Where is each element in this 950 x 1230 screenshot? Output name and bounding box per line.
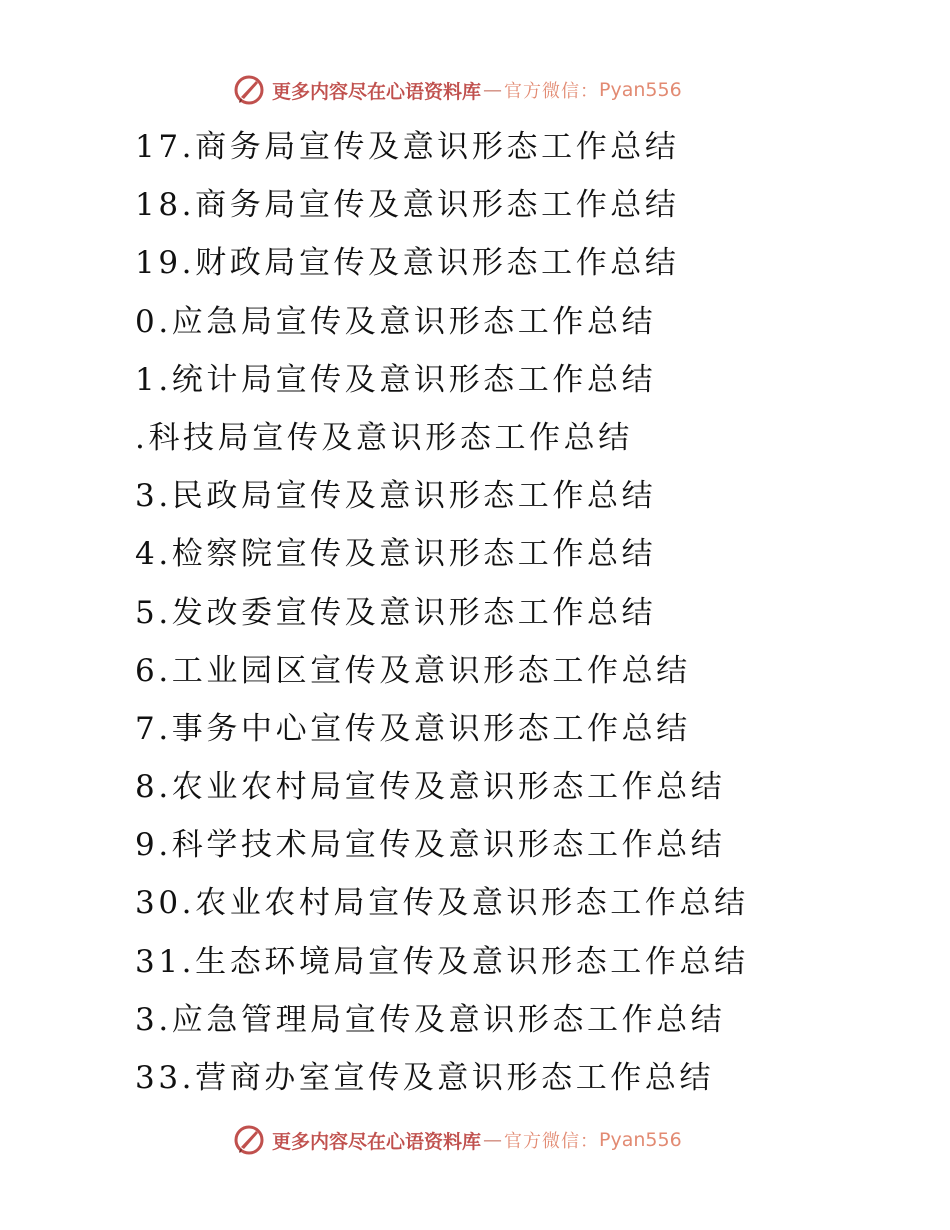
header-watermark-banner xyxy=(232,70,682,110)
list-item: 5.发改委宣传及意识形态工作总结 xyxy=(135,594,657,631)
list-item: 3.应急管理局宣传及意识形态工作总结 xyxy=(135,1001,726,1038)
list-item: 19.财政局宣传及意识形态工作总结 xyxy=(135,245,680,282)
banner-wechat-id: Pyan556 xyxy=(599,1129,682,1151)
quill-logo-icon xyxy=(232,1123,266,1157)
banner-dash: — xyxy=(483,79,503,101)
list-item: 18.商务局宣传及意识形态工作总结 xyxy=(135,187,680,224)
document-item-list xyxy=(135,118,915,1107)
banner-main-text: 更多内容尽在心语资料库 xyxy=(272,80,482,103)
list-item: 7.事务中心宣传及意识形态工作总结 xyxy=(135,710,691,747)
list-item: 30.农业农村局宣传及意识形态工作总结 xyxy=(135,885,749,922)
banner-wechat-label: 官方微信： xyxy=(504,81,600,102)
list-item: 8.农业农村局宣传及意识形态工作总结 xyxy=(135,769,726,806)
banner-main-text: 更多内容尽在心语资料库 xyxy=(272,1130,482,1153)
quill-logo-icon xyxy=(232,73,266,107)
list-item: 0.应急局宣传及意识形态工作总结 xyxy=(135,303,657,340)
list-item: 9.科学技术局宣传及意识形态工作总结 xyxy=(135,827,726,864)
list-item: 4.检察院宣传及意识形态工作总结 xyxy=(135,536,657,573)
list-item: 31.生态环境局宣传及意识形态工作总结 xyxy=(135,943,749,980)
list-item: 6.工业园区宣传及意识形态工作总结 xyxy=(135,652,691,689)
list-item: 3.民政局宣传及意识形态工作总结 xyxy=(135,478,657,515)
list-item: 33.营商办室宣传及意识形态工作总结 xyxy=(135,1060,715,1096)
banner-wechat-id: Pyan556 xyxy=(599,79,682,101)
banner-wechat-label: 官方微信： xyxy=(504,1131,600,1152)
list-item: .科技局宣传及意识形态工作总结 xyxy=(135,419,633,456)
list-item: 17.商务局宣传及意识形态工作总结 xyxy=(135,129,680,165)
footer-watermark-banner xyxy=(232,1120,682,1160)
list-item: 1.统计局宣传及意识形态工作总结 xyxy=(135,361,657,398)
banner-dash: — xyxy=(483,1129,503,1151)
